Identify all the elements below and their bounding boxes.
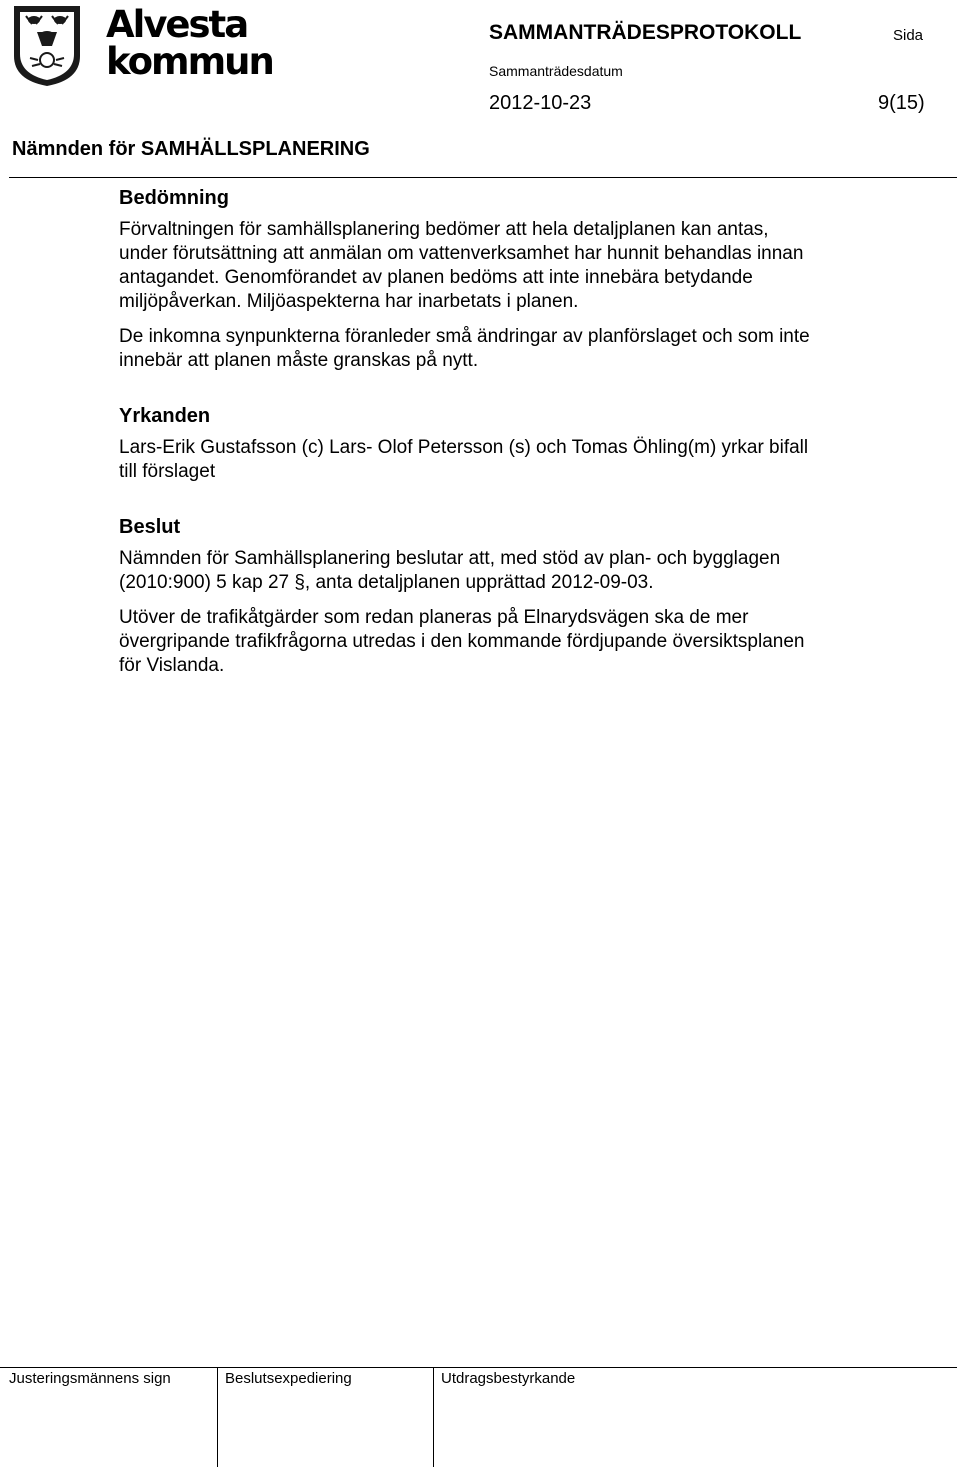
logo-line-2: kommun [106, 40, 273, 83]
footer-column-divider [217, 1367, 218, 1467]
section-yrkanden [119, 403, 819, 484]
section-heading: Beslut [119, 516, 181, 538]
logo-wordmark [106, 3, 273, 83]
footer-certification-label: Utdragsbestyrkande [441, 1370, 576, 1387]
footer-divider [0, 1367, 957, 1368]
paragraph: Lars-Erik Gustafsson (c) Lars- Olof Petersson (s) och Tomas Öhling(m) yrkar bifall till förslaget [119, 437, 809, 482]
paragraph: Nämnden för Samhällsplanering beslutar att, med stöd av plan- och bygglagen (2010:900) 5 kap 27 §, anta detaljplanen upprättad 2012-09-03. [119, 548, 781, 593]
header-divider [9, 177, 957, 178]
logo-line-1: Alvesta [106, 3, 248, 46]
paragraph: Utöver de trafikåtgärder som redan planeras på Elnarydsvägen ska de mer övergripande trafikfrågorna utredas i den kommande fördjupande översiktsplanen för Vislanda. [119, 607, 805, 676]
page-number: 9(15) [878, 92, 925, 114]
section-beslut [119, 514, 819, 678]
page-label: Sida [893, 27, 924, 44]
paragraph: Förvaltningen för samhällsplanering bedömer att hela detaljplanen kan antas, under förutsättning att anmälan om vattenverksamhet har hunnit behandlas innan antagandet. Genomförandet av planen bedöms att inte innebära betydande miljöpåverkan. Miljöaspekterna har inarbetats i planen. [119, 219, 804, 312]
document-title: SAMMANTRÄDESPROTOKOLL [489, 21, 802, 44]
committee-name: Nämnden för SAMHÄLLSPLANERING [12, 138, 370, 160]
paragraph: De inkomna synpunkterna föranleder små ändringar av planförslaget och som inte innebär att planen måste granskas på nytt. [119, 326, 810, 371]
footer-dispatch-label: Beslutsexpediering [225, 1370, 352, 1387]
municipality-logo [12, 3, 273, 88]
protocol-body [119, 185, 819, 708]
footer-signature-label: Justeringsmännens sign [9, 1370, 171, 1387]
footer-column-divider [433, 1367, 434, 1467]
coat-of-arms-icon [12, 4, 84, 88]
section-heading: Bedömning [119, 187, 229, 209]
meeting-date-label: Sammanträdesdatum [489, 63, 623, 79]
meeting-date: 2012-10-23 [489, 92, 592, 114]
section-bedomning [119, 185, 819, 373]
section-heading: Yrkanden [119, 405, 211, 427]
